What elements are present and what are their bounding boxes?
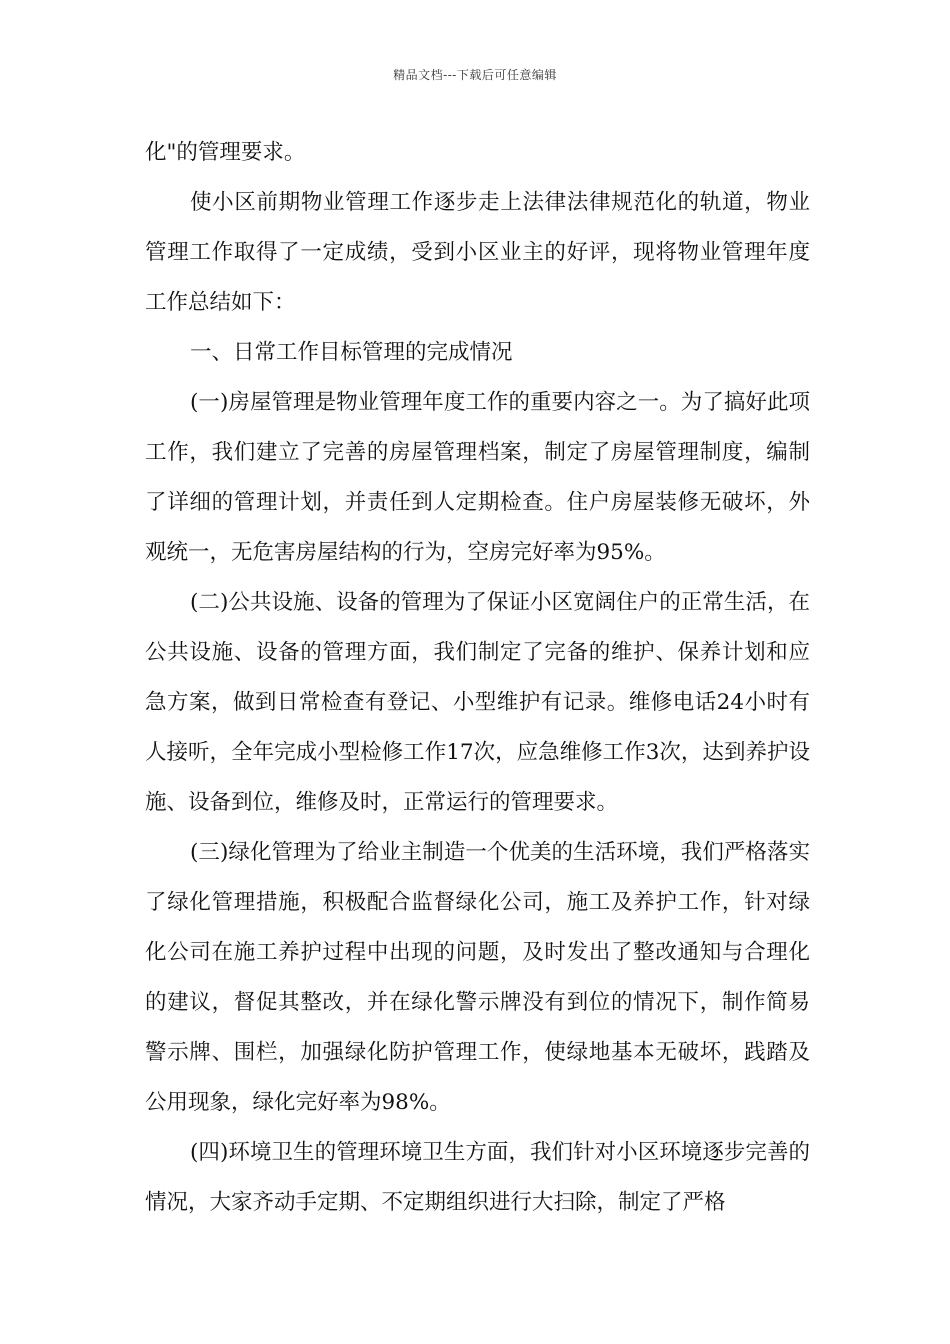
paragraph-intro: 使小区前期物业管理工作逐步走上法律法律规范化的轨道，物业管理工作取得了一定成绩，受到小区业主的好评，现将物业管理年度工作总结如下： (145, 190, 810, 315)
section-heading: 一、日常工作目标管理的完成情况 (190, 340, 513, 365)
paragraph-greening: (三)绿化管理为了给业主制造一个优美的生活环境，我们严格落实了绿化管理措施，积极配合监督绿化公司，施工及养护工作，针对绿化公司在施工养护过程中出现的问题，及时发出了整改通知与合理化的建议，督促其整改，并在绿化警示牌没有到位的情况下，制作简易警示牌、围栏，加强绿化防护管理工作，使绿地基本无破坏，践踏及公用现象，绿化完好率为98%。 (145, 840, 810, 1115)
paragraph-facilities: (二)公共设施、设备的管理为了保证小区宽阔住户的正常生活，在公共设施、设备的管理方面，我们制定了完备的维护、保养计划和应急方案，做到日常检查有登记、小型维护有记录。维修电话24小时有人接听，全年完成小型检修工作17次，应急维修工作3次，达到养护设施、设备到位，维修及时，正常运行的管理要求。 (145, 590, 810, 815)
paragraph-continuation: 化"的管理要求。 (145, 140, 306, 165)
paragraph-sanitation: (四)环境卫生的管理环境卫生方面，我们针对小区环境逐步完善的情况，大家齐动手定期、不定期组织进行大扫除，制定了严格 (145, 1140, 810, 1215)
document-body (145, 128, 810, 1228)
paragraph-housing: (一)房屋管理是物业管理年度工作的重要内容之一。为了搞好此项工作，我们建立了完善的房屋管理档案，制定了房屋管理制度，编制了详细的管理计划，并责任到人定期检查。住户房屋装修无破坏，外观统一，无危害房屋结构的行为，空房完好率为95%。 (145, 390, 810, 565)
page-header: 精品文档---下载后可任意编辑 (393, 68, 557, 82)
